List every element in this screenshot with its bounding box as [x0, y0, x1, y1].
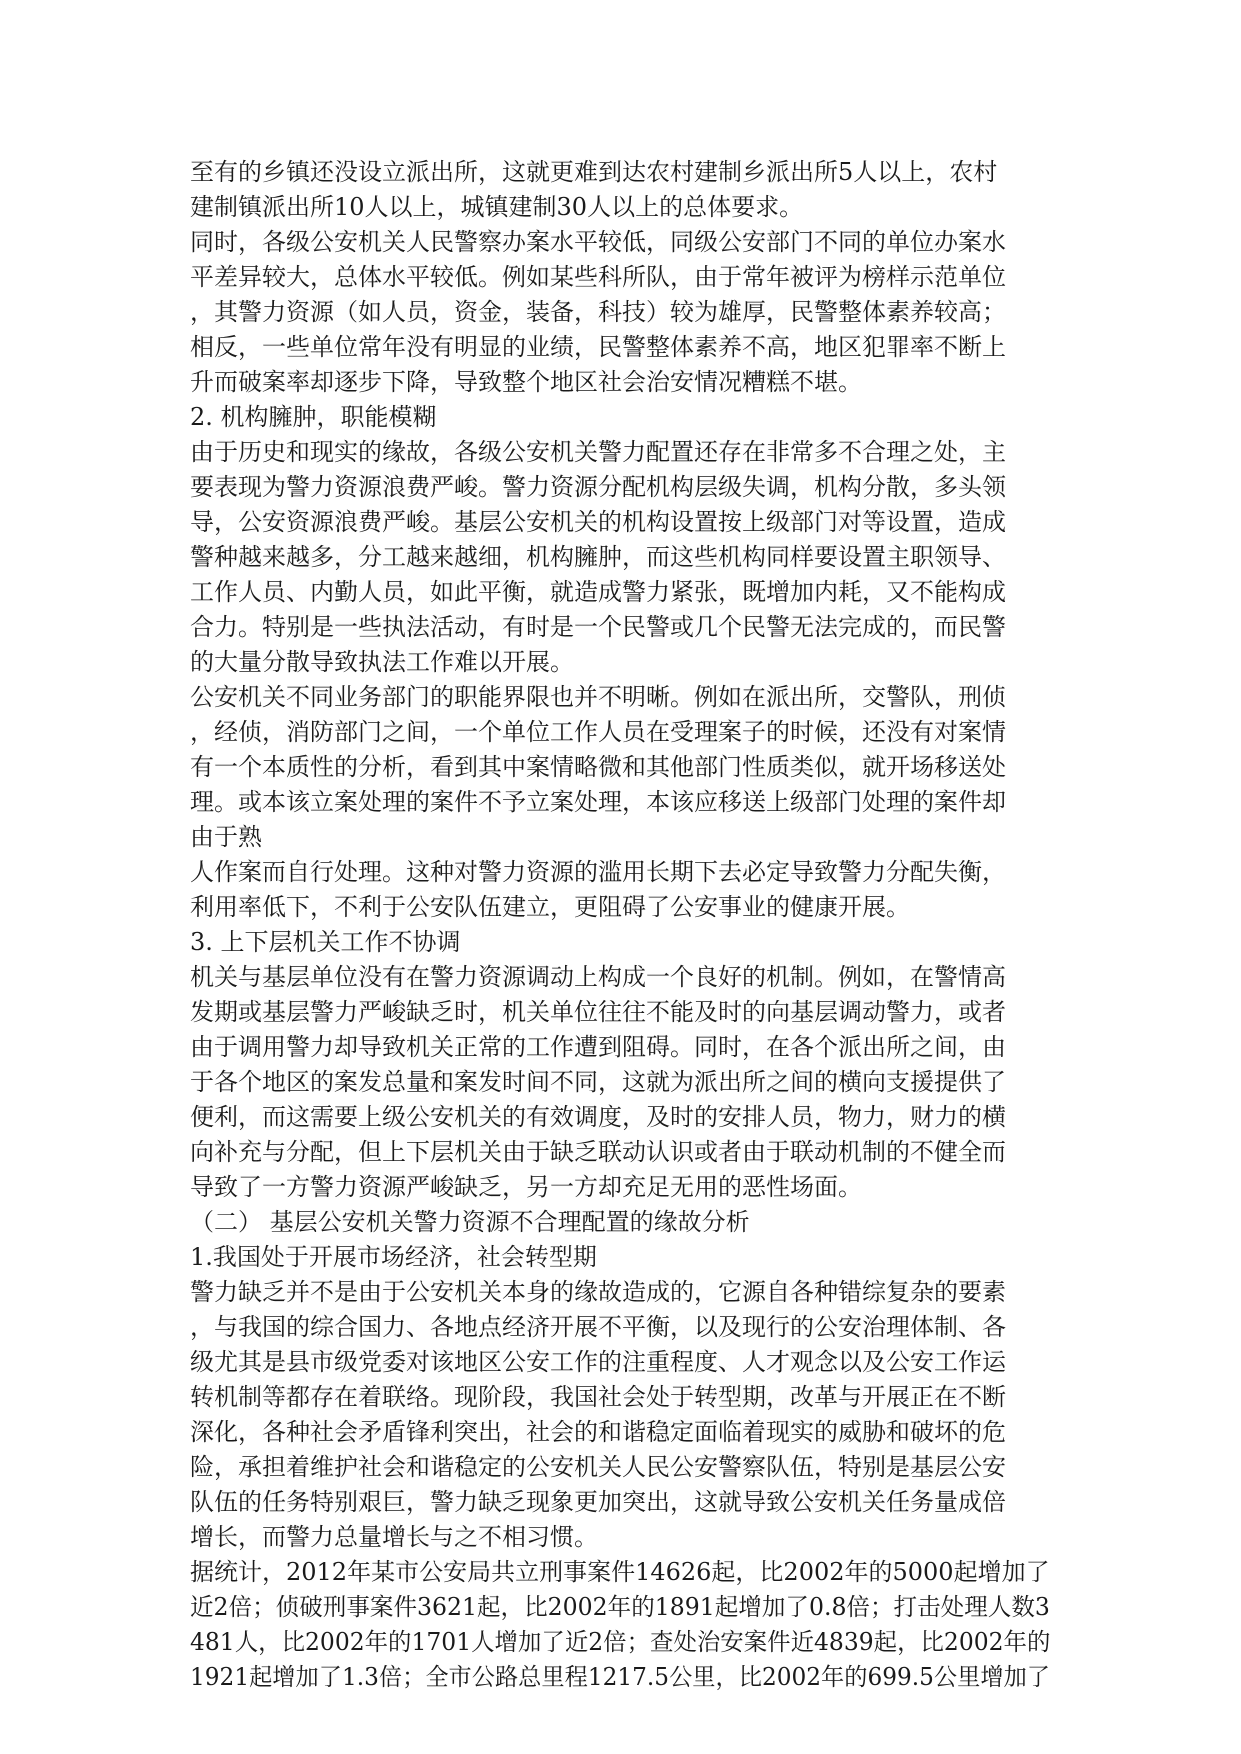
- text-line: 深化，各种社会矛盾锋利突出，社会的和谐稳定面临着现实的威胁和破坏的危: [190, 1418, 1006, 1446]
- document-body: [190, 155, 1050, 1695]
- text-line: 险，承担着维护社会和谐稳定的公安机关人民公安警察队伍，特别是基层公安: [190, 1453, 1006, 1481]
- text-line: 481人，比2002年的1701人增加了近2倍；查处治安案件近4839起，比2002年的: [190, 1628, 1051, 1656]
- text-line: 由于历史和现实的缘故，各级公安机关警力配置还存在非常多不合理之处，主: [190, 438, 1006, 466]
- text-line: 建制镇派出所10人以上，城镇建制30人以上的总体要求。: [190, 193, 804, 221]
- text-line: 便利，而这需要上级公安机关的有效调度，及时的安排人员，物力，财力的横: [190, 1103, 1006, 1131]
- text-line: 1921起增加了1.3倍；全市公路总里程1217.5公里，比2002年的699.5公里增加了: [190, 1663, 1051, 1691]
- text-line: 理。或本该立案处理的案件不予立案处理，本该应移送上级部门处理的案件却: [190, 788, 1006, 816]
- text-line: 的大量分散导致执法工作难以开展。: [190, 648, 574, 676]
- text-line: 转机制等都存在着联络。现阶段，我国社会处于转型期，改革与开展正在不断: [190, 1383, 1006, 1411]
- text-line: 导致了一方警力资源严峻缺乏，另一方却充足无用的恶性场面。: [190, 1173, 862, 1201]
- text-line: 要表现为警力资源浪费严峻。警力资源分配机构层级失调，机构分散，多头领: [190, 473, 1006, 501]
- text-line: 向补充与分配，但上下层机关由于缺乏联动认识或者由于联动机制的不健全而: [190, 1138, 1006, 1166]
- text-line: 1.我国处于开展市场经济，社会转型期: [190, 1243, 597, 1271]
- text-line: 由于熟: [190, 823, 262, 851]
- text-line: 3. 上下层机关工作不协调: [190, 928, 461, 956]
- text-line: 至有的乡镇还没设立派出所，这就更难到达农村建制乡派出所5人以上，农村: [190, 158, 998, 186]
- text-line: 警力缺乏并不是由于公安机关本身的缘故造成的，它源自各种错综复杂的要素: [190, 1278, 1006, 1306]
- text-line: 导，公安资源浪费严峻。基层公安机关的机构设置按上级部门对等设置，造成: [190, 508, 1006, 536]
- text-line: 有一个本质性的分析，看到其中案情略微和其他部门性质类似，就开场移送处: [190, 753, 1006, 781]
- text-line: 同时，各级公安机关人民警察办案水平较低，同级公安部门不同的单位办案水: [190, 228, 1006, 256]
- text-line: 人作案而自行处理。这种对警力资源的滥用长期下去必定导致警力分配失衡，: [190, 858, 1006, 886]
- text-line: 发期或基层警力严峻缺乏时，机关单位往往不能及时的向基层调动警力，或者: [190, 998, 1006, 1026]
- text-line: （二） 基层公安机关警力资源不合理配置的缘故分析: [190, 1208, 750, 1236]
- text-line: 据统计，2012年某市公安局共立刑事案件14626起，比2002年的5000起增加了: [190, 1558, 1050, 1586]
- text-line: 平差异较大，总体水平较低。例如某些科所队，由于常年被评为榜样示范单位: [190, 263, 1006, 291]
- text-line: 升而破案率却逐步下降，导致整个地区社会治安情况糟糕不堪。: [190, 368, 862, 396]
- text-line: 队伍的任务特别艰巨，警力缺乏现象更加突出，这就导致公安机关任务量成倍: [190, 1488, 1006, 1516]
- text-line: 合力。特别是一些执法活动，有时是一个民警或几个民警无法完成的，而民警: [190, 613, 1006, 641]
- text-line: 工作人员、内勤人员，如此平衡，就造成警力紧张，既增加内耗，又不能构成: [190, 578, 1006, 606]
- text-line: 警种越来越多，分工越来越细，机构臃肿，而这些机构同样要设置主职领导、: [190, 543, 1006, 571]
- text-line: 于各个地区的案发总量和案发时间不同，这就为派出所之间的横向支援提供了: [190, 1068, 1006, 1096]
- text-line: 机关与基层单位没有在警力资源调动上构成一个良好的机制。例如，在警情高: [190, 963, 1006, 991]
- text-line: 增长，而警力总量增长与之不相习惯。: [190, 1523, 598, 1551]
- text-line: 级尤其是县市级党委对该地区公安工作的注重程度、人才观念以及公安工作运: [190, 1348, 1006, 1376]
- text-line: 2. 机构臃肿，职能模糊: [190, 403, 437, 431]
- text-line: 相反，一些单位常年没有明显的业绩，民警整体素养不高，地区犯罪率不断上: [190, 333, 1006, 361]
- text-line: 公安机关不同业务部门的职能界限也并不明晰。例如在派出所，交警队，刑侦: [190, 683, 1006, 711]
- text-line: ，经侦，消防部门之间，一个单位工作人员在受理案子的时候，还没有对案情: [190, 718, 1006, 746]
- text-line: ，其警力资源（如人员，资金，装备，科技）较为雄厚，民警整体素养较高；: [190, 298, 1006, 326]
- text-line: 近2倍；侦破刑事案件3621起，比2002年的1891起增加了0.8倍；打击处理人数3: [190, 1593, 1050, 1621]
- text-line: ，与我国的综合国力、各地点经济开展不平衡，以及现行的公安治理体制、各: [190, 1313, 1006, 1341]
- text-line: 利用率低下，不利于公安队伍建立，更阻碍了公安事业的健康开展。: [190, 893, 910, 921]
- text-line: 由于调用警力却导致机关正常的工作遭到阻碍。同时，在各个派出所之间，由: [190, 1033, 1006, 1061]
